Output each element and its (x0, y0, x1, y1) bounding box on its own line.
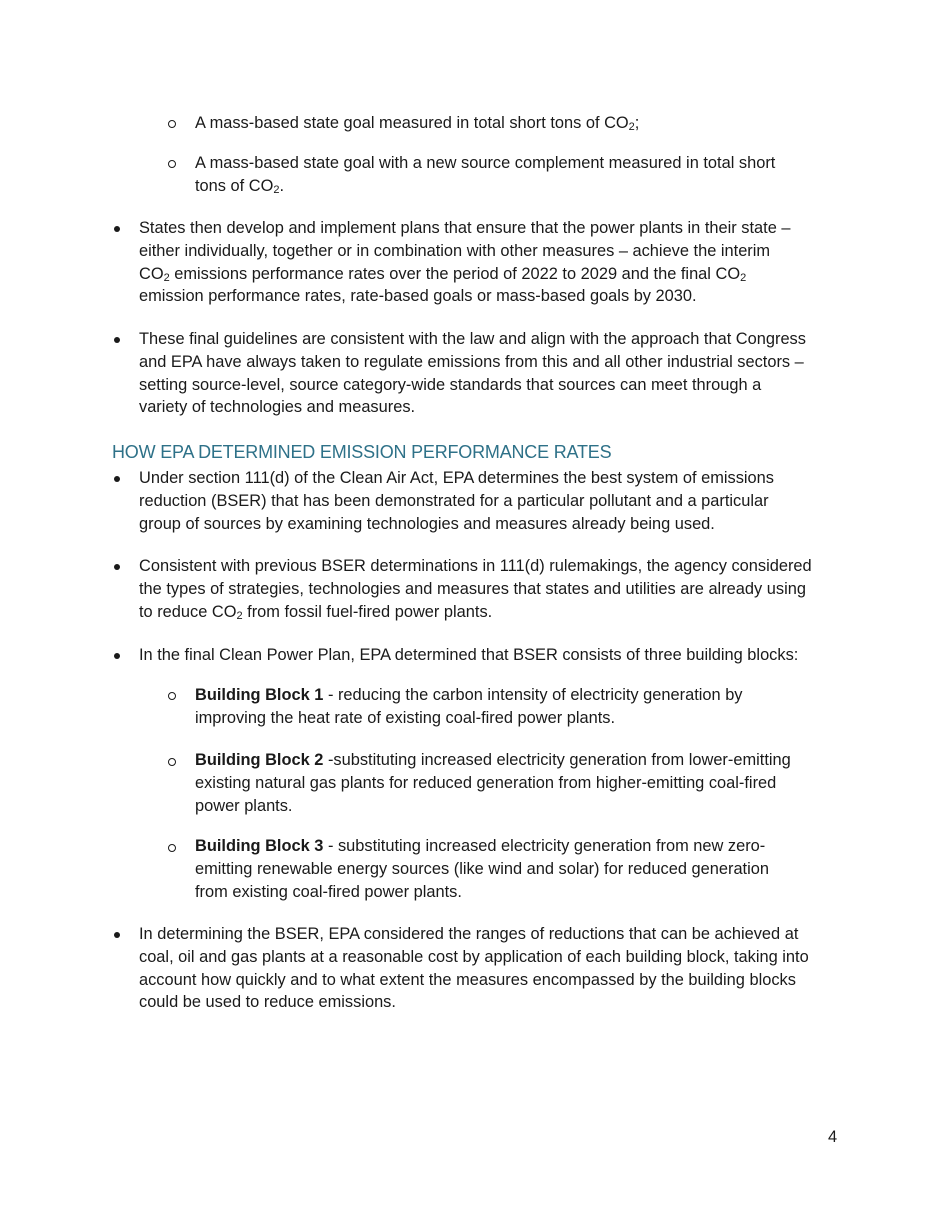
building-block-1: Building Block 1 - reducing the carbon intensity of electricity generation by improving the heat rate of existing coal-fired power plants. (195, 686, 743, 727)
bullet-marker (114, 932, 120, 938)
bullet-clean-power-plan: In the final Clean Power Plan, EPA determined that BSER consists of three building blocks: (139, 646, 799, 664)
sub-bullet-marker (168, 692, 176, 700)
sub-item-mass-goal: A mass-based state goal measured in total short tons of $CO_2$; (195, 114, 640, 133)
bullet-section-111d: Under section 111(d) of the Clean Air Act, EPA determines the best system of emissions reduction (BSER) that has been demonstrated for a particular pollutant and a particular group of sources by examining technologies and measures already being used. (139, 469, 774, 533)
bullet-final-guidelines: These final guidelines are consistent with the law and align with the approach that Congress and EPA have always taken to regulate emissions from this and all other industrial sectors – setting source-level, source category-wide standards that sources can meet through a variety of technologies and measures. (139, 330, 806, 417)
bullet-determining-bser: In determining the BSER, EPA considered the ranges of reductions that can be achieved at coal, oil and gas plants at a reasonable cost by application of each building block, taking into account how quickly and to what extent the measures encompassed by the building blocks could be used to reduce emissions. (139, 925, 809, 1012)
bullet-marker (114, 653, 120, 659)
sub-bullet-marker (168, 160, 176, 168)
building-block-3: Building Block 3 - substituting increased electricity generation from new zero- emitting renewable energy sources (like wind and solar) for reduced generation from existing coal-fired power plants. (195, 837, 769, 901)
bullet-marker (114, 226, 120, 232)
sub-item-mass-goal-new-source: A mass-based state goal with a new source complement measured in total short tons of $CO_2$. (195, 154, 776, 196)
sub-bullet-marker (168, 844, 176, 852)
sub-bullet-marker (168, 120, 176, 128)
section-heading: HOW EPA DETERMINED EMISSION PERFORMANCE RATES (112, 442, 612, 462)
bullet-states-develop-plans: States then develop and implement plans that ensure that the power plants in their state – either individually, together or in combination with other measures – achieve the interim $CO_2$ emissions performance rates over the period of 2022 to 2029 and the final $CO_2$ emission performance rates, rate-based goals or mass-based goals by 2030. (139, 219, 791, 306)
sub-bullet-marker (168, 758, 176, 766)
bullet-consistent-bser: Consistent with previous BSER determinations in 111(d) rulemakings, the agency considered the types of strategies, technologies and measures that states and utilities are already using to reduce $CO_2$ from fossil fuel-fired power plants. (139, 557, 812, 622)
bullet-marker (114, 564, 120, 570)
page-number: 4 (828, 1128, 838, 1146)
building-block-2: Building Block 2 -substituting increased electricity generation from lower-emitting existing natural gas plants for reduced generation from higher-emitting coal-fired power plants. (195, 751, 791, 815)
bullet-marker (114, 476, 120, 482)
bullet-marker (114, 337, 120, 343)
